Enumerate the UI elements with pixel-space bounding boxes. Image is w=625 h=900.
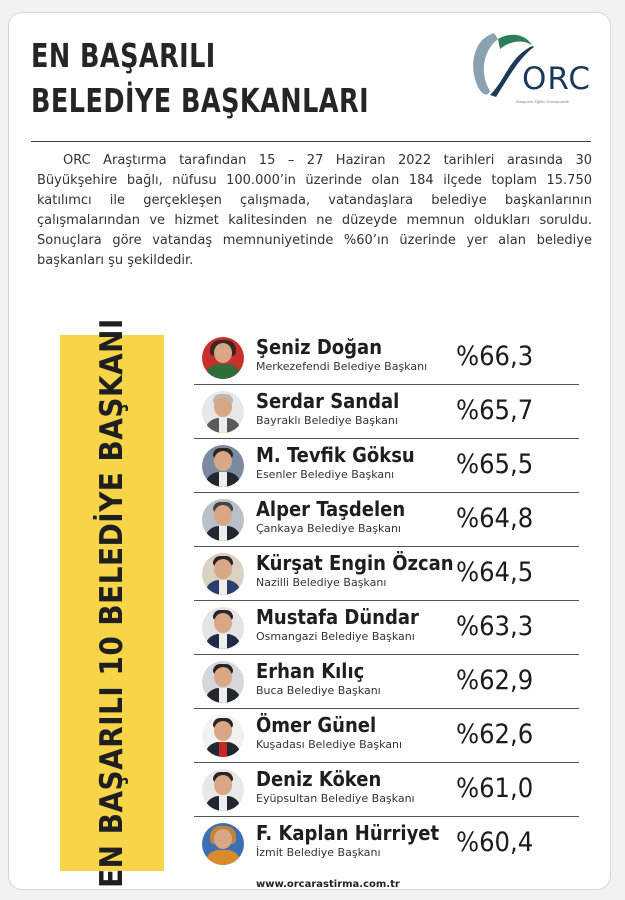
orc-logo bbox=[464, 25, 604, 115]
avatar bbox=[202, 553, 244, 595]
mayor-score: %60,4 bbox=[456, 827, 534, 858]
header-divider bbox=[31, 141, 591, 142]
list-item bbox=[194, 817, 579, 871]
website-url: www.orcarastirma.com.tr bbox=[256, 879, 400, 890]
mayor-score: %63,3 bbox=[456, 611, 534, 642]
mayor-name: Ömer Günel bbox=[256, 713, 377, 737]
mayor-score: %61,0 bbox=[456, 773, 534, 804]
avatar bbox=[202, 715, 244, 757]
mayor-role: Çankaya Belediye Başkanı bbox=[256, 522, 401, 535]
mayor-score: %62,9 bbox=[456, 665, 534, 696]
mayor-name: Mustafa Dündar bbox=[256, 605, 419, 629]
mayor-score: %65,5 bbox=[456, 449, 534, 480]
mayor-role: Nazilli Belediye Başkanı bbox=[256, 576, 387, 589]
mayor-name: Kürşat Engin Özcan bbox=[256, 551, 454, 575]
avatar bbox=[202, 499, 244, 541]
mayor-role: İzmit Belediye Başkanı bbox=[256, 846, 381, 859]
list-item bbox=[194, 493, 579, 547]
infographic-card bbox=[8, 12, 611, 890]
page-title bbox=[31, 33, 369, 123]
avatar bbox=[202, 337, 244, 379]
title-line-2: BELEDİYE BAŞKANLARI bbox=[31, 81, 370, 120]
mayor-score: %64,8 bbox=[456, 503, 534, 534]
avatar bbox=[202, 445, 244, 487]
mayor-name: M. Tevfik Göksu bbox=[256, 443, 415, 467]
list-item bbox=[194, 655, 579, 709]
mayor-role: Merkezefendi Belediye Başkanı bbox=[256, 360, 428, 373]
mayor-role: Bayraklı Belediye Başkanı bbox=[256, 414, 398, 427]
list-item bbox=[194, 763, 579, 817]
mayor-name: Alper Taşdelen bbox=[256, 497, 406, 521]
side-banner-text: EN BAŞARILI 10 BELEDİYE BAŞKANI bbox=[94, 318, 130, 888]
avatar bbox=[202, 823, 244, 865]
mayor-score: %62,6 bbox=[456, 719, 534, 750]
mayor-role: Eyüpsultan Belediye Başkanı bbox=[256, 792, 415, 805]
logo-subtitle: Araştırma Eğitim Danışmanlık bbox=[516, 99, 569, 104]
mayor-name: Deniz Köken bbox=[256, 767, 382, 791]
mayor-role: Osmangazi Belediye Başkanı bbox=[256, 630, 415, 643]
avatar bbox=[202, 607, 244, 649]
mayor-score: %64,5 bbox=[456, 557, 534, 588]
mayor-name: F. Kaplan Hürriyet bbox=[256, 821, 440, 845]
mayor-role: Esenler Belediye Başkanı bbox=[256, 468, 395, 481]
list-item bbox=[194, 709, 579, 763]
mayor-score: %66,3 bbox=[456, 341, 534, 372]
list-item bbox=[194, 439, 579, 493]
mayor-name: Erhan Kılıç bbox=[256, 659, 365, 683]
list-item bbox=[194, 385, 579, 439]
mayor-score: %65,7 bbox=[456, 395, 534, 426]
logo-wordmark: ORC bbox=[522, 61, 592, 97]
avatar bbox=[202, 769, 244, 811]
mayor-list bbox=[194, 331, 579, 871]
list-item bbox=[194, 547, 579, 601]
mayor-role: Kuşadası Belediye Başkanı bbox=[256, 738, 403, 751]
list-item bbox=[194, 601, 579, 655]
list-item bbox=[194, 331, 579, 385]
mayor-name: Serdar Sandal bbox=[256, 389, 400, 413]
mayor-role: Buca Belediye Başkanı bbox=[256, 684, 381, 697]
side-banner bbox=[60, 318, 164, 888]
avatar bbox=[202, 661, 244, 703]
title-line-1: EN BAŞARILI bbox=[31, 36, 216, 75]
mayor-name: Şeniz Doğan bbox=[256, 335, 383, 359]
intro-paragraph: ORC Araştırma tarafından 15 – 27 Haziran 2022 tarihleri arasında 30 Büyükşehire bağlı, nüfusu 100.000’in üzerinde olan 184 ilçede toplam 15.750 katılımcı ile gerçekleşen çalışmada, vatandaşlara belediye başkanlarının çalışmalarından ve hizmet kalitesinden ne düzeyde memnun oldukları soruldu. Sonuçlara göre vatandaş memnuniyetinde %60’ın üzerinde yer alan belediye başkanları şu şekildedir. bbox=[37, 153, 592, 268]
avatar bbox=[202, 391, 244, 433]
